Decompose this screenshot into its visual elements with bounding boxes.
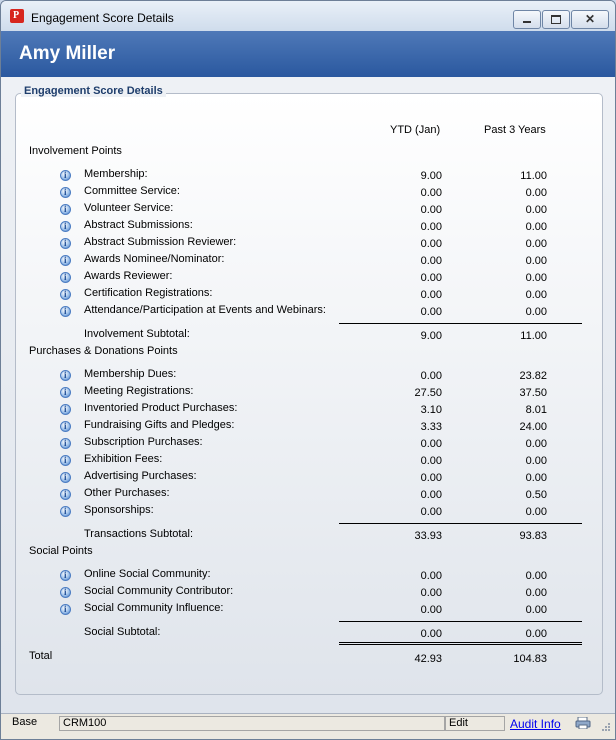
info-icon-glyph: i	[64, 604, 67, 614]
score-row-value-past3: 11.00	[520, 170, 547, 182]
window-title: Engagement Score Details	[31, 11, 174, 25]
info-icon-glyph: i	[64, 587, 67, 597]
score-row-value-ytd: 0.00	[420, 370, 442, 382]
score-row-label: Social Community Contributor:	[84, 585, 234, 597]
section-title: Purchases & Donations Points	[29, 345, 178, 357]
subtotal-value-past3: 11.00	[520, 330, 547, 342]
info-icon-glyph: i	[64, 289, 67, 299]
score-row-value-past3: 0.00	[525, 238, 547, 250]
column-header-ytd: YTD (Jan)	[390, 124, 441, 136]
score-row-value-past3: 0.00	[525, 455, 547, 467]
score-row-label: Sponsorships:	[84, 504, 154, 516]
subtotal-value-past3: 93.83	[519, 530, 547, 542]
score-row-label: Inventoried Product Purchases:	[84, 402, 238, 414]
subtotal-divider	[339, 523, 582, 524]
info-icon[interactable]	[60, 472, 71, 483]
score-row-value-past3: 0.00	[525, 221, 547, 233]
subtotal-divider	[339, 621, 582, 622]
info-icon[interactable]	[60, 506, 71, 517]
info-icon[interactable]	[60, 604, 71, 615]
total-divider-2	[339, 644, 582, 645]
score-row-label: Awards Reviewer:	[84, 270, 173, 282]
status-bar	[1, 713, 615, 740]
minimize-button[interactable]	[513, 10, 541, 29]
score-row-label: Committee Service:	[84, 185, 180, 197]
score-row-value-ytd: 0.00	[420, 489, 442, 501]
total-value-past3: 104.83	[513, 653, 547, 665]
info-icon-glyph: i	[64, 204, 67, 214]
score-row-value-ytd: 0.00	[420, 472, 442, 484]
score-row-value-past3: 0.00	[525, 506, 547, 518]
info-icon[interactable]	[60, 289, 71, 300]
score-row-label: Other Purchases:	[84, 487, 170, 499]
subtotal-value-ytd: 9.00	[420, 330, 442, 342]
info-icon[interactable]	[60, 238, 71, 249]
score-row-value-ytd: 0.00	[420, 204, 442, 216]
score-row-value-ytd: 0.00	[420, 187, 442, 199]
score-row-value-ytd: 0.00	[420, 255, 442, 267]
info-icon-glyph: i	[64, 438, 67, 448]
info-icon-glyph: i	[64, 221, 67, 231]
score-row-label: Certification Registrations:	[84, 287, 213, 299]
score-row-value-past3: 23.82	[519, 370, 547, 382]
score-row-value-past3: 24.00	[519, 421, 547, 433]
score-row-value-past3: 0.00	[525, 204, 547, 216]
score-row-value-past3: 0.00	[525, 604, 547, 616]
status-mode: Base	[9, 716, 59, 731]
info-icon-glyph: i	[64, 387, 67, 397]
total-divider	[339, 642, 582, 643]
info-icon-glyph: i	[64, 472, 67, 482]
subtotal-label: Social Subtotal:	[84, 626, 161, 638]
info-icon[interactable]	[60, 306, 71, 317]
column-header-past3: Past 3 Years	[484, 124, 546, 136]
score-row-value-ytd: 0.00	[420, 289, 442, 301]
info-icon[interactable]	[60, 255, 71, 266]
minimize-icon	[523, 21, 531, 23]
info-icon-glyph: i	[64, 506, 67, 516]
score-row-value-past3: 37.50	[519, 387, 547, 399]
record-header	[1, 31, 615, 77]
status-server: CRM100	[59, 716, 445, 731]
info-icon-glyph: i	[64, 255, 67, 265]
info-icon-glyph: i	[64, 370, 67, 380]
score-row-label: Abstract Submissions:	[84, 219, 193, 231]
score-row-value-ytd: 0.00	[420, 506, 442, 518]
score-row-label: Social Community Influence:	[84, 602, 224, 614]
info-icon[interactable]	[60, 170, 71, 181]
info-icon[interactable]	[60, 204, 71, 215]
score-row-value-ytd: 9.00	[420, 170, 442, 182]
info-icon-glyph: i	[64, 404, 67, 414]
info-icon-glyph: i	[64, 570, 67, 580]
subtotal-label: Involvement Subtotal:	[84, 328, 190, 340]
info-icon-glyph: i	[64, 489, 67, 499]
info-icon[interactable]	[60, 455, 71, 466]
subtotal-label: Transactions Subtotal:	[84, 528, 194, 540]
total-label: Total	[29, 650, 53, 662]
info-icon[interactable]	[60, 370, 71, 381]
subtotal-value-past3: 0.00	[525, 628, 547, 640]
info-icon-glyph: i	[64, 187, 67, 197]
close-button[interactable]	[571, 10, 609, 29]
info-icon-glyph: i	[64, 455, 67, 465]
score-row-label: Membership Dues:	[84, 368, 177, 380]
score-row-label: Subscription Purchases:	[84, 436, 203, 448]
score-row-value-ytd: 0.00	[420, 272, 442, 284]
score-row-value-ytd: 0.00	[420, 238, 442, 250]
maximize-button[interactable]	[542, 10, 570, 29]
info-icon[interactable]	[60, 404, 71, 415]
score-row-value-past3: 0.50	[525, 489, 547, 501]
score-row-label: Abstract Submission Reviewer:	[84, 236, 237, 248]
info-icon-glyph: i	[64, 272, 67, 282]
score-row-value-ytd: 3.10	[420, 404, 442, 416]
info-icon[interactable]	[60, 221, 71, 232]
score-row-value-past3: 0.00	[525, 438, 547, 450]
info-icon[interactable]	[60, 387, 71, 398]
score-row-value-ytd: 0.00	[420, 306, 442, 318]
info-icon[interactable]	[60, 489, 71, 500]
section-title: Involvement Points	[29, 145, 122, 157]
score-row-label: Membership:	[84, 168, 148, 180]
score-row-label: Online Social Community:	[84, 568, 211, 580]
audit-info-link[interactable]: Audit Info	[510, 717, 561, 731]
score-row-value-ytd: 3.33	[420, 421, 442, 433]
title-bar[interactable]	[1, 1, 615, 31]
score-row-value-ytd: 0.00	[420, 570, 442, 582]
maximize-icon	[551, 15, 561, 24]
subtotal-value-ytd: 33.93	[414, 530, 442, 542]
info-icon[interactable]	[60, 587, 71, 598]
section-title: Social Points	[29, 545, 93, 557]
subtotal-value-ytd: 0.00	[420, 628, 442, 640]
score-row-label: Meeting Registrations:	[84, 385, 194, 397]
score-row-value-ytd: 0.00	[420, 604, 442, 616]
score-row-value-ytd: 0.00	[420, 587, 442, 599]
subtotal-divider	[339, 323, 582, 324]
info-icon[interactable]	[60, 187, 71, 198]
score-row-label: Fundraising Gifts and Pledges:	[84, 419, 235, 431]
info-icon-glyph: i	[64, 170, 67, 180]
customer-name: Amy Miller	[19, 43, 116, 64]
score-row-value-ytd: 0.00	[420, 455, 442, 467]
score-row-label: Advertising Purchases:	[84, 470, 197, 482]
total-value-ytd: 42.93	[414, 653, 442, 665]
score-row-value-past3: 0.00	[525, 472, 547, 484]
info-icon[interactable]	[60, 272, 71, 283]
info-icon[interactable]	[60, 438, 71, 449]
score-row-label: Awards Nominee/Nominator:	[84, 253, 225, 265]
info-icon-glyph: i	[64, 306, 67, 316]
score-row-value-past3: 0.00	[525, 587, 547, 599]
score-row-value-past3: 0.00	[525, 255, 547, 267]
score-row-value-past3: 0.00	[525, 289, 547, 301]
score-row-value-ytd: 0.00	[420, 438, 442, 450]
score-row-label: Attendance/Participation at Events and Webinars:	[84, 304, 326, 316]
group-legend: Engagement Score Details	[21, 85, 166, 97]
score-row-label: Exhibition Fees:	[84, 453, 163, 465]
score-row-value-past3: 0.00	[525, 306, 547, 318]
printer-icon[interactable]	[575, 717, 591, 729]
score-row-value-ytd: 0.00	[420, 221, 442, 233]
score-row-value-past3: 8.01	[525, 404, 547, 416]
close-icon: ✕	[585, 12, 596, 26]
info-icon[interactable]	[60, 570, 71, 581]
status-state: Edit	[445, 716, 505, 731]
score-row-label: Volunteer Service:	[84, 202, 174, 214]
score-row-value-past3: 0.00	[525, 272, 547, 284]
score-row-value-past3: 0.00	[525, 187, 547, 199]
info-icon[interactable]	[60, 421, 71, 432]
app-logo-icon: P	[10, 9, 24, 23]
score-row-value-ytd: 27.50	[414, 387, 442, 399]
score-row-value-past3: 0.00	[525, 570, 547, 582]
info-icon-glyph: i	[64, 421, 67, 431]
resize-grip-icon[interactable]	[601, 722, 611, 732]
info-icon-glyph: i	[64, 238, 67, 248]
